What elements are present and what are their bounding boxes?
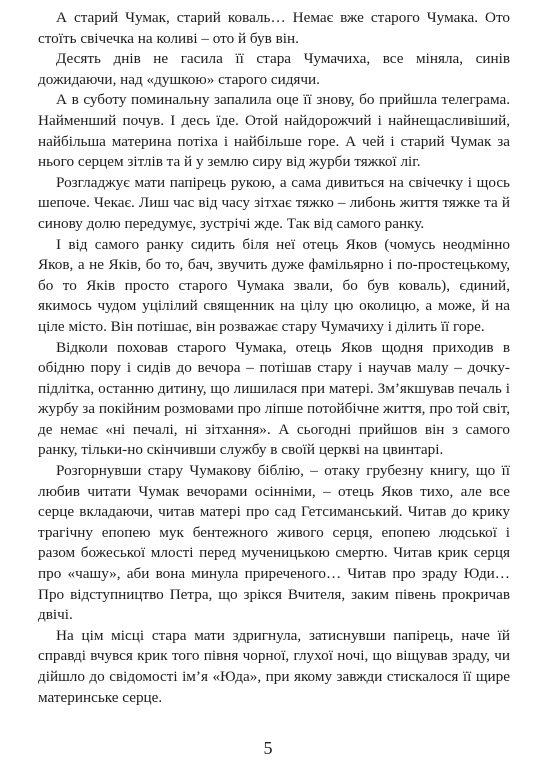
paragraph-6: Відколи поховав старого Чумака, отець Яков щодня приходив в обідню пору і сидів до вечора – потішав стару і научав малу – дочку-підлітка, останню дитину, що лишилася при матері. Зм’якшував печаль і журбу за покійним розмовами про ліпше потойбічне життя, про той світ, де немає «ні печалі, ні зітхання». А сьогодні прийшов він з самого ранку, тільки-но скінчивши службу в своїй церкві на цвинтарі. [38,338,510,459]
page-number: 5 [263,738,273,758]
paragraph-4: Розгладжує мати папірець рукою, а сама дивиться на свічечку і щось шепоче. Чекає. Лиш час від часу зітхає тяжко – либонь життя тяжке та й синову долю передумує, зустрічі жде. Так від самого ранку. [38,173,510,232]
body-text [38,8,510,708]
paragraph-1: А старий Чумак, старий коваль… Немає вже старого Чумака. Ото стоїть свічечка на коливі – ото й був він. [38,9,510,47]
paragraph-3: А в суботу поминальну запалила оце її знову, бо прийшла телеграма. Найменший почув. І десь їде. Отой найдорожчий і найнещасливіший, найбільша материна потіха і найбільше горе. А чей і старий Чумак за нього серцем зітлів та й у землю сиру від журби тяжкої ліг. [38,91,510,171]
paragraph-5: І від самого ранку сидить біля неї отець Яков (чомусь неодмінно Яков, а не Яків, бо то, бач, звучить дуже фамільярно і по-простецькому, бо то Яків просто старого Чумака звали, бо був коваль), єдиний, якимось чудом уцілілий священник на цілу цю околицю, а може, й на ціле місто. Він потішає, він розважає стару Чумачиху і ділить її горе. [38,235,510,335]
paragraph-2: Десять днів не гасила її стара Чумачиха, все міняла, синів дожидаючи, над «душкою» старого сидячи. [38,50,510,88]
paragraph-8: На цім місці стара мати здригнула, затиснувши папірець, наче їй справді вчувся крик того півня чорної, глухої ночі, що віщував зраду, чи дійшло до свідомості ім’я «Юда», при якому завжди стискалося її щире материнське серце. [38,626,510,706]
paragraph-7: Розгорнувши стару Чумакову біблію, – отаку грубезну книгу, що її любив читати Чумак вечорами осінніми, – отець Яков тихо, але все серце вкладаючи, читав матері про сад Гетсиманський. Читав до крику трагічну епопею мук бентежного живого серця, епопею людської і разом божеської млості перед мученицькою смертю. Читав крик серця про «чашу», аби вона минула приреченого… Читав про зраду Юди… Про відступництво Петра, що зрікся Вчителя, заким півень прокричав двічі. [38,462,510,624]
